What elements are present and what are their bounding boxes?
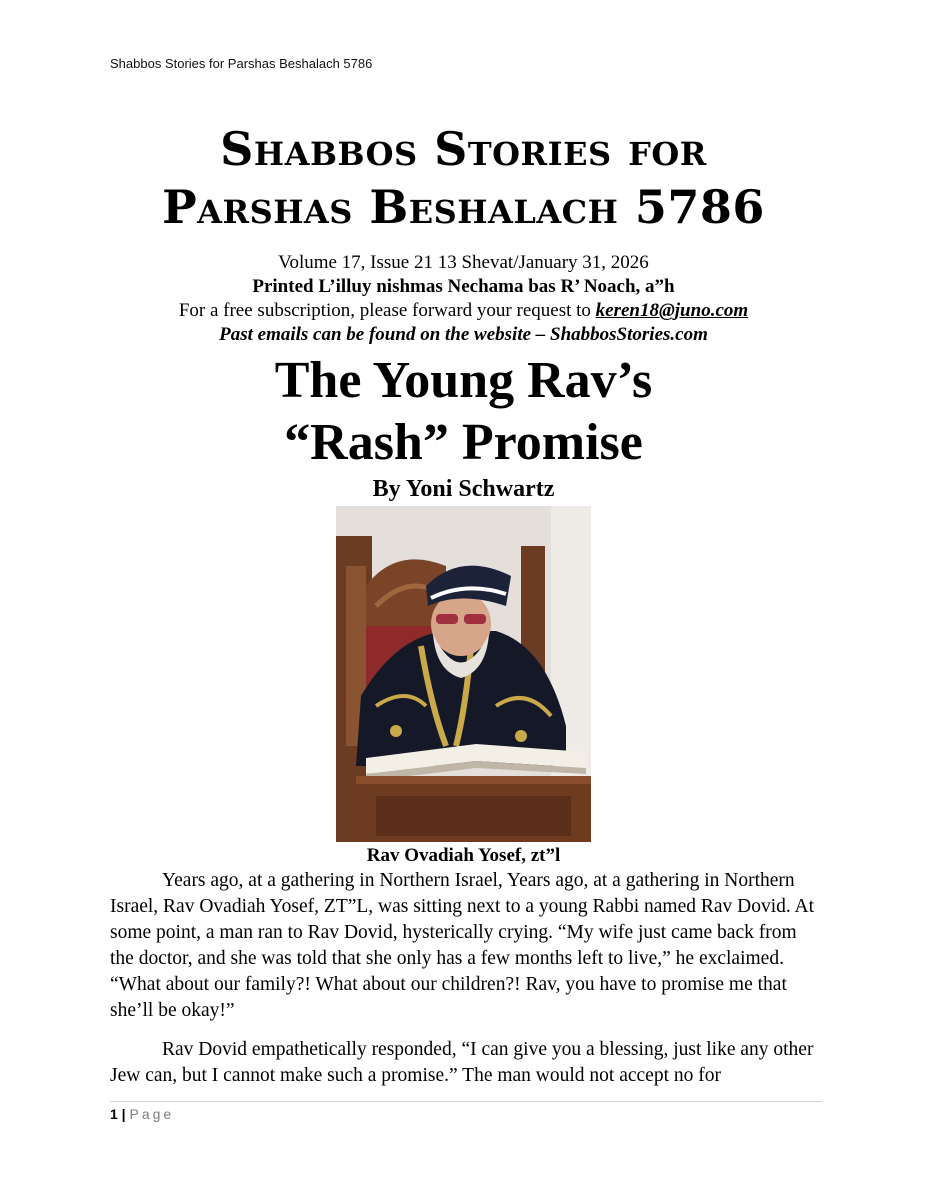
volume-issue-line: Volume 17, Issue 21 13 Shevat/January 31, 2026 — [278, 252, 649, 273]
subscription-email-link[interactable]: keren18@juno.com — [595, 300, 749, 321]
photo-caption: Rav Ovadiah Yosef, zt”l — [366, 845, 561, 866]
past-emails-line: Past emails can be found on the website – ShabbosStories.com — [219, 324, 708, 345]
page-footer — [110, 1106, 174, 1122]
running-header: Shabbos Stories for Parshas Beshalach 5786 — [110, 56, 373, 71]
article-byline: By Yoni Schwartz — [372, 476, 555, 502]
article-title — [0, 350, 927, 474]
subscription-text: For a free subscription, please forward your request to — [178, 300, 596, 321]
masthead-title — [0, 120, 927, 236]
rabbi-photo — [336, 506, 591, 842]
subscription-line — [0, 300, 927, 322]
paragraph-text: Rav Dovid empathetically responded, “I can give you a blessing, just like any other Jew can, but I cannot make such a promise.” The man would not accept no for — [110, 1039, 814, 1086]
page-number: 1 — [110, 1106, 118, 1122]
article-title-line-2: “Rash” Promise — [284, 414, 643, 471]
rabbi-photo-illustration — [336, 506, 591, 842]
article-paragraph-2 — [110, 1037, 822, 1089]
article-title-line-1: The Young Rav’s — [274, 352, 653, 409]
masthead-line-2: Parshas Beshalach 5786 — [162, 180, 765, 234]
page-separator: | — [117, 1106, 130, 1122]
article-paragraph-1 — [110, 868, 822, 1024]
dedication-line: Printed L’illuy nishmas Nechama bas R’ Noach, a”h — [252, 276, 675, 297]
masthead-line-1: Shabbos Stories for — [220, 122, 707, 176]
footer-divider — [110, 1101, 822, 1102]
page-label: Page — [129, 1106, 175, 1122]
paragraph-text: Years ago, at a gathering in Northern Israel, Years ago, at a gathering in Northern Israel, Rav Ovadiah Yosef, ZT”L, was sitting next to a young Rabbi named Rav Dovid. At some point, a man ran to Rav Dovid, hysterically crying. “My wife just came back from the doctor, and she was told that she only has a few months left to live,” he exclaimed. “What about our family?! What about our children?! Rav, you have to promise me that she’ll be okay!” — [110, 870, 815, 1021]
